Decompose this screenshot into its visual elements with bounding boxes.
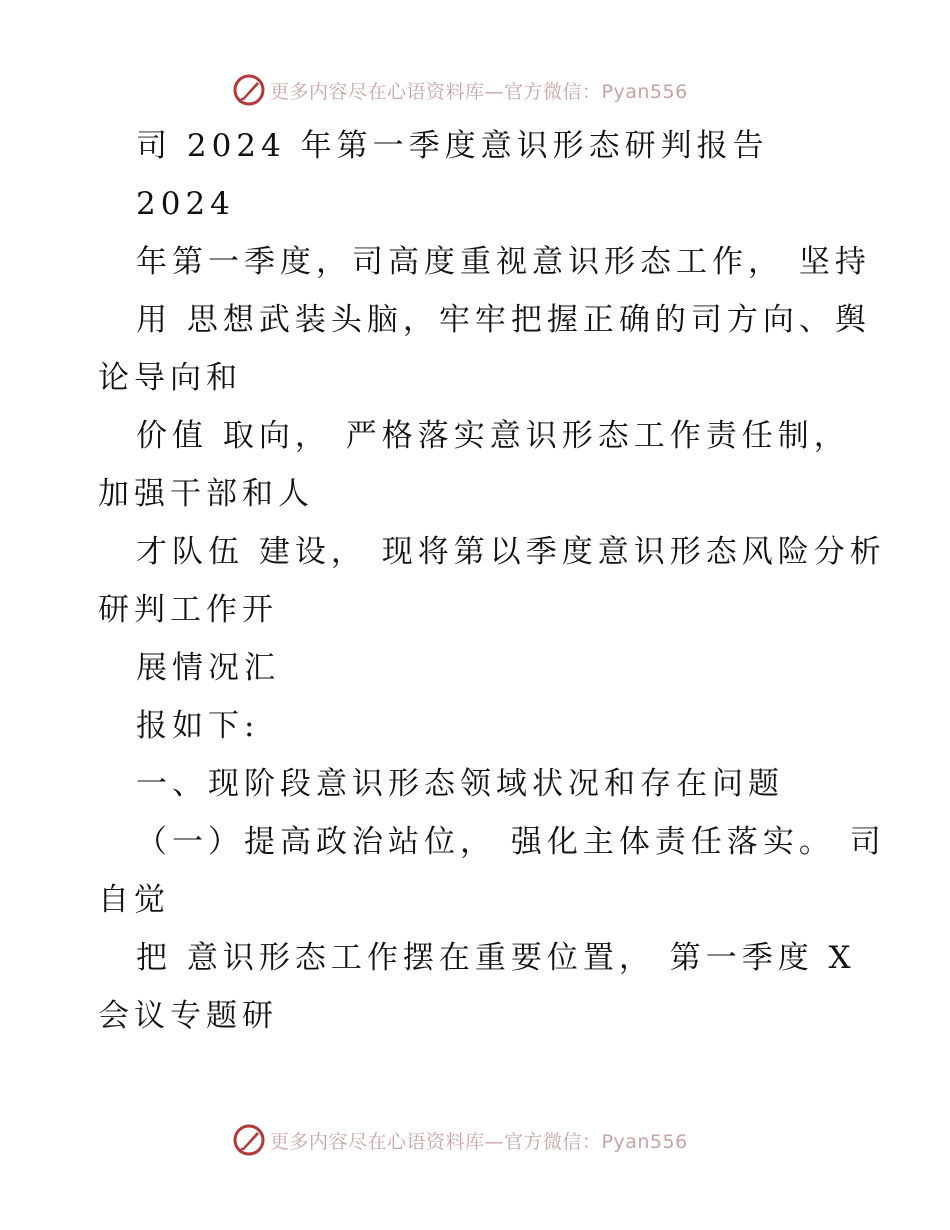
paragraph-line: （一）提高政治站位， 强化主体责任落实。 司 bbox=[136, 824, 886, 860]
paragraph-line: 加强干部和人 bbox=[98, 476, 314, 512]
watermark-text bbox=[270, 1127, 688, 1154]
section-heading: 一、现阶段意识形态领域状况和存在问题 bbox=[136, 766, 784, 802]
watermark-banner-top bbox=[232, 72, 688, 108]
paragraph-line: 报如下: bbox=[136, 708, 260, 744]
paragraph-line: 自觉 bbox=[98, 882, 170, 918]
watermark-banner-bottom bbox=[232, 1122, 688, 1158]
quill-logo-icon bbox=[232, 1123, 266, 1157]
paragraph-line: 年第一季度，司高度重视意识形态工作， 坚持 bbox=[136, 244, 871, 280]
paragraph-line: 论导向和 bbox=[98, 360, 242, 396]
paragraph-line: 会议专题研 bbox=[98, 998, 278, 1034]
paragraph-line: 才队伍 建设， 现将第以季度意识形态风险分析 bbox=[136, 534, 886, 570]
paragraph-line: 用 思想武装头脑，牢牢把握正确的司方向、舆 bbox=[136, 302, 871, 338]
paragraph-line: 把 意识形态工作摆在重要位置， 第一季度 X bbox=[136, 940, 856, 976]
paragraph-line: 研判工作开 bbox=[98, 592, 278, 628]
document-title: 司 2024 年第一季度意识形态研判报告 bbox=[136, 128, 769, 164]
watermark-text bbox=[270, 77, 688, 104]
paragraph-line: 2024 bbox=[136, 186, 235, 222]
wechat-id: Pyan556 bbox=[601, 1130, 688, 1153]
paragraph-line: 展情况汇 bbox=[136, 650, 280, 686]
quill-logo-icon bbox=[232, 73, 266, 107]
paragraph-line: 价值 取向， 严格落实意识形态工作责任制， bbox=[136, 418, 850, 454]
watermark-label: 更多内容尽在心语资料库—官方微信： bbox=[270, 80, 602, 103]
watermark-label: 更多内容尽在心语资料库—官方微信： bbox=[270, 1130, 602, 1153]
wechat-id: Pyan556 bbox=[601, 80, 688, 103]
